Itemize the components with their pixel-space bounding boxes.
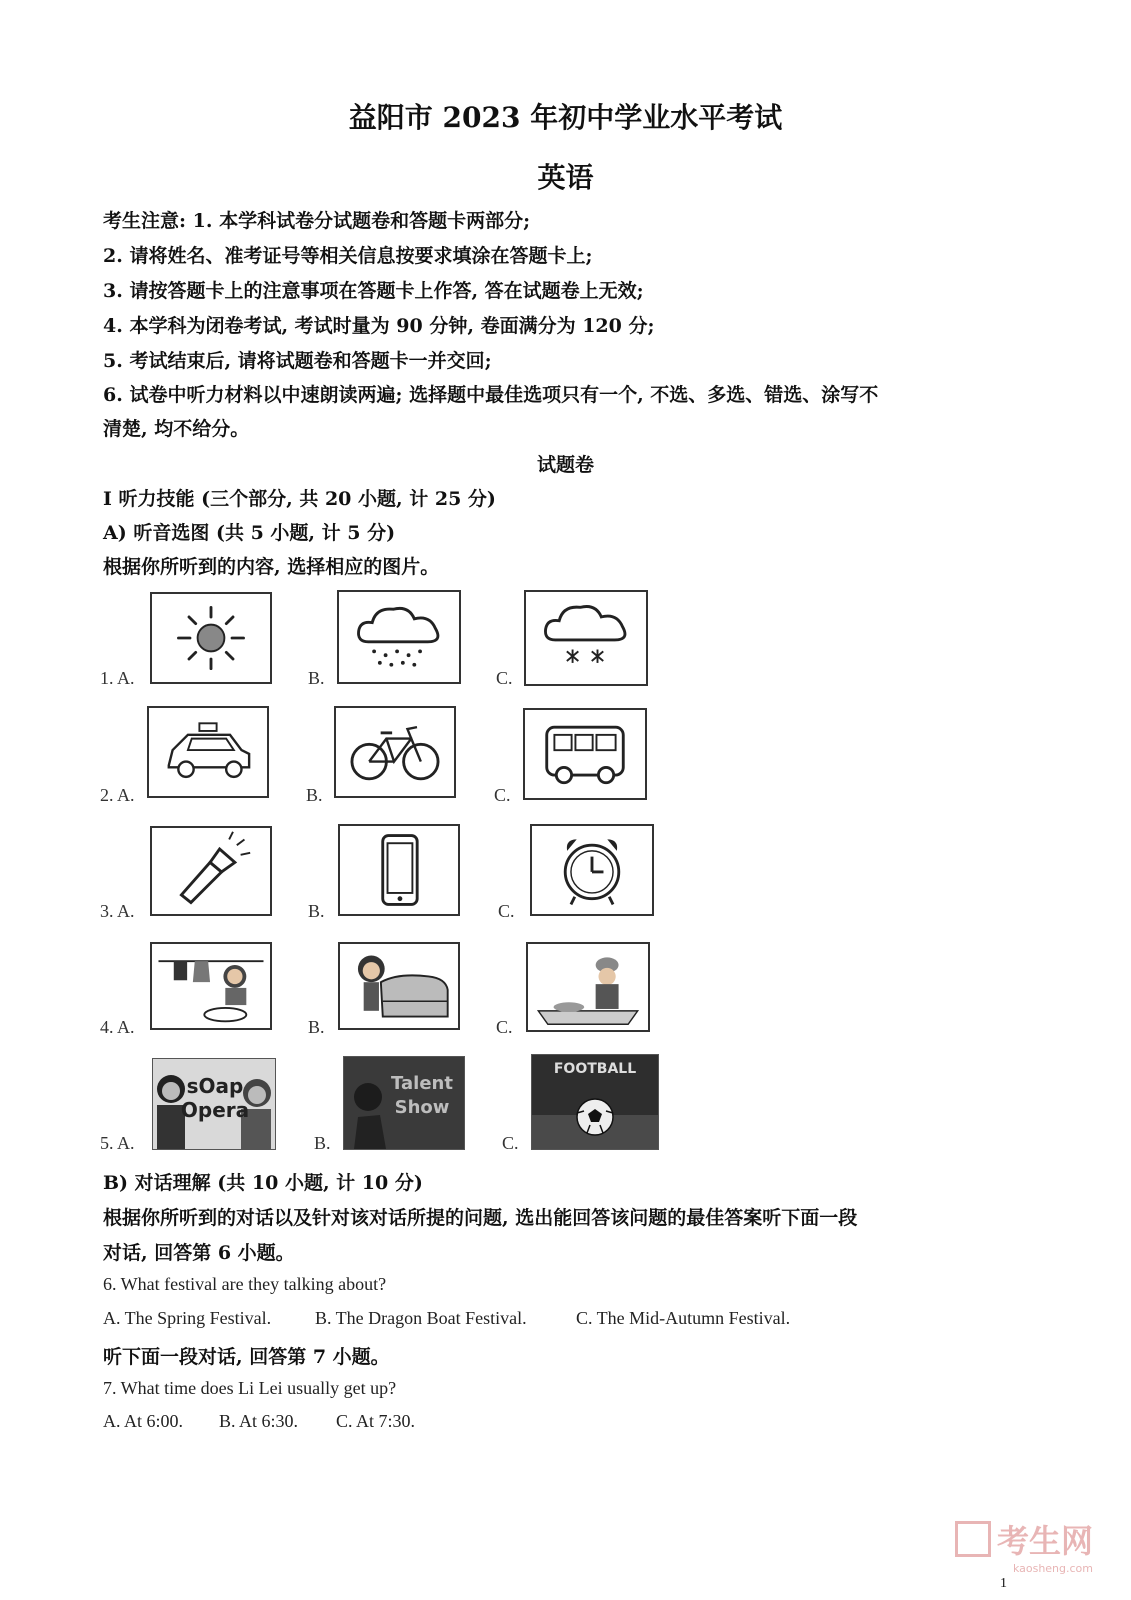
- q7-option-a[interactable]: A. At 6:00.: [103, 1411, 184, 1431]
- rain-cloud-icon[interactable]: [337, 590, 461, 684]
- q7-option-b[interactable]: B. At 6:30.: [219, 1411, 299, 1431]
- q3-label-c: C.: [498, 901, 515, 921]
- notice-line-4: 4. 本学科为闭卷考试, 考试时量为 90 分钟, 卷面满分为 120 分;: [103, 315, 655, 337]
- football-text: FOOTBALL: [553, 1061, 637, 1077]
- q6-question: 6. What festival are they talking about?: [103, 1274, 387, 1294]
- q4-label-a: 4. A.: [100, 1017, 135, 1037]
- section-label: 试题卷: [536, 454, 594, 476]
- alarm-clock-icon[interactable]: [530, 824, 654, 916]
- q2-label-b: B.: [306, 785, 323, 805]
- q2-label-a: 2. A.: [100, 785, 135, 805]
- taxi-icon[interactable]: [147, 706, 269, 798]
- subject-title: 英语: [537, 161, 594, 194]
- talent-text-2: Show: [394, 1097, 450, 1118]
- q7-option-c[interactable]: C. At 7:30.: [336, 1411, 416, 1431]
- soap-text-1: sOap: [186, 1074, 244, 1098]
- q3-label-b: B.: [308, 901, 325, 921]
- q1-label-a: 1. A.: [100, 668, 135, 688]
- part-b-heading: B) 对话理解 (共 10 小题, 计 10 分): [103, 1172, 423, 1194]
- q4-label-b: B.: [308, 1017, 325, 1037]
- notice-line-2: 2. 请将姓名、准考证号等相关信息按要求填涂在答题卡上;: [103, 245, 593, 267]
- q5-label-a: 5. A.: [100, 1133, 135, 1153]
- part-a-instruction: 根据你所听到的内容, 选择相应的图片。: [103, 556, 440, 578]
- making-bed-image[interactable]: [338, 942, 460, 1030]
- q1-label-c: C.: [496, 668, 513, 688]
- cooking-image[interactable]: [526, 942, 650, 1032]
- q6-option-b[interactable]: B. The Dragon Boat Festival.: [315, 1308, 527, 1328]
- part-a-heading: A) 听音选图 (共 5 小题, 计 5 分): [103, 522, 396, 544]
- notice-line-3: 3. 请按答题卡上的注意事项在答题卡上作答, 答在试题卷上无效;: [103, 280, 644, 302]
- q4-label-c: C.: [496, 1017, 513, 1037]
- q1-label-b: B.: [308, 668, 325, 688]
- watermark: [955, 1516, 1093, 1575]
- washing-clothes-image[interactable]: [150, 942, 272, 1030]
- q7-question: 7. What time does Li Lei usually get up?: [103, 1378, 397, 1398]
- football-poster[interactable]: [531, 1054, 659, 1150]
- bicycle-icon[interactable]: [334, 706, 456, 798]
- watermark-sub: kaosheng.com: [1012, 1562, 1093, 1575]
- flashlight-icon[interactable]: [150, 826, 272, 916]
- notice-line-1: 考生注意: 1. 本学科试卷分试题卷和答题卡两部分;: [103, 210, 531, 232]
- q2-label-c: C.: [494, 785, 511, 805]
- q7-intro: 听下面一段对话, 回答第 7 小题。: [103, 1346, 390, 1368]
- sun-icon[interactable]: [150, 592, 272, 684]
- q6-option-c[interactable]: C. The Mid-Autumn Festival.: [576, 1308, 791, 1328]
- snow-cloud-icon[interactable]: [524, 590, 648, 686]
- q3-label-a: 3. A.: [100, 901, 135, 921]
- talent-text-1: Talent: [391, 1073, 453, 1094]
- soap-text-2: Opera: [180, 1098, 250, 1122]
- watermark-text: 考生网: [996, 1522, 1093, 1560]
- part1-heading: I 听力技能 (三个部分, 共 20 小题, 计 25 分): [103, 488, 496, 510]
- q6-option-a[interactable]: A. The Spring Festival.: [103, 1308, 272, 1328]
- page-number: 1: [1000, 1576, 1007, 1591]
- talent-show-poster[interactable]: [343, 1056, 465, 1150]
- bus-icon[interactable]: [523, 708, 647, 800]
- soap-opera-poster[interactable]: [152, 1058, 276, 1150]
- watermark-logo-icon: [955, 1521, 991, 1557]
- part-b-instruction-1: 根据你所听到的对话以及针对该对话所提的问题, 选出能回答该问题的最佳答案听下面一段: [103, 1207, 858, 1229]
- phone-icon[interactable]: [338, 824, 460, 916]
- exam-title: 益阳市 2023 年初中学业水平考试: [348, 101, 783, 134]
- notice-line-7: 清楚, 均不给分。: [103, 418, 250, 440]
- notice-line-6: 6. 试卷中听力材料以中速朗读两遍; 选择题中最佳选项只有一个, 不选、多选、错选、涂写不: [103, 384, 879, 406]
- part-b-instruction-2: 对话, 回答第 6 小题。: [103, 1242, 295, 1264]
- notice-line-5: 5. 考试结束后, 请将试题卷和答题卡一并交回;: [103, 350, 492, 372]
- q5-label-c: C.: [502, 1133, 519, 1153]
- q5-label-b: B.: [314, 1133, 331, 1153]
